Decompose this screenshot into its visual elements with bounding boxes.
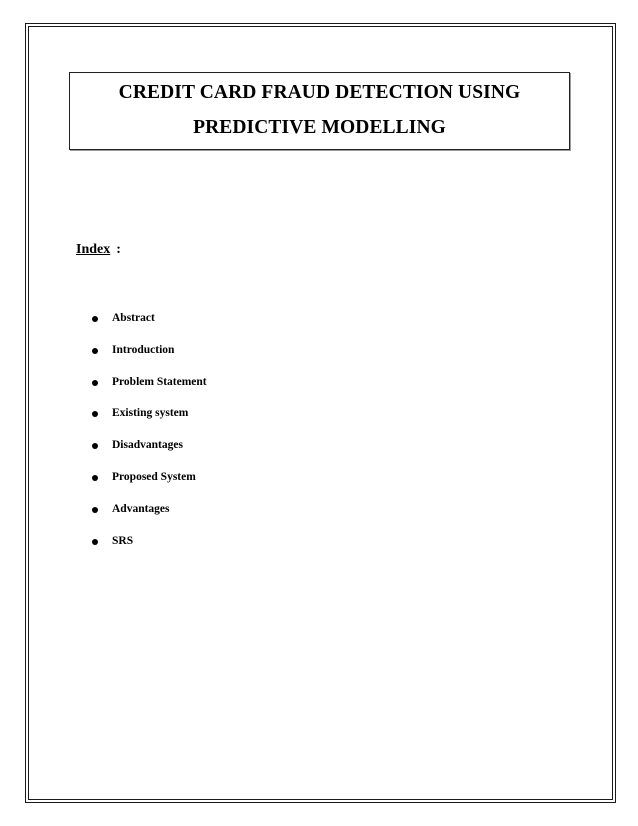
index-list (92, 309, 207, 563)
index-item-disadvantages (92, 436, 207, 468)
index-item-abstract (92, 309, 207, 341)
index-item-label: Proposed System (112, 470, 196, 483)
bullet-icon (92, 475, 98, 481)
title-line-1: CREDIT CARD FRAUD DETECTION USING (118, 82, 521, 103)
bullet-icon (92, 316, 98, 322)
index-item-label: Advantages (112, 502, 170, 515)
title-line-2: PREDICTIVE MODELLING (193, 117, 446, 138)
index-heading-label: Index (76, 242, 111, 257)
index-item-existing-system (92, 404, 207, 436)
index-item-advantages (92, 500, 207, 532)
index-item-label: Disadvantages (112, 439, 183, 452)
index-heading-colon: : (116, 242, 121, 257)
index-item-srs (92, 532, 207, 564)
index-item-label: SRS (112, 534, 134, 547)
bullet-icon (92, 443, 98, 449)
index-item-label: Introduction (112, 343, 175, 356)
index-item-label: Existing system (112, 407, 189, 420)
index-item-proposed-system (92, 468, 207, 500)
bullet-icon (92, 411, 98, 417)
title-box (69, 72, 570, 150)
bullet-icon (92, 380, 98, 386)
index-item-introduction (92, 341, 207, 373)
bullet-icon (92, 539, 98, 545)
bullet-icon (92, 507, 98, 513)
index-item-label: Problem Statement (112, 375, 207, 388)
index-item-label: Abstract (112, 312, 155, 324)
index-item-problem-statement (92, 373, 207, 405)
bullet-icon (92, 348, 98, 354)
index-heading (76, 242, 121, 258)
